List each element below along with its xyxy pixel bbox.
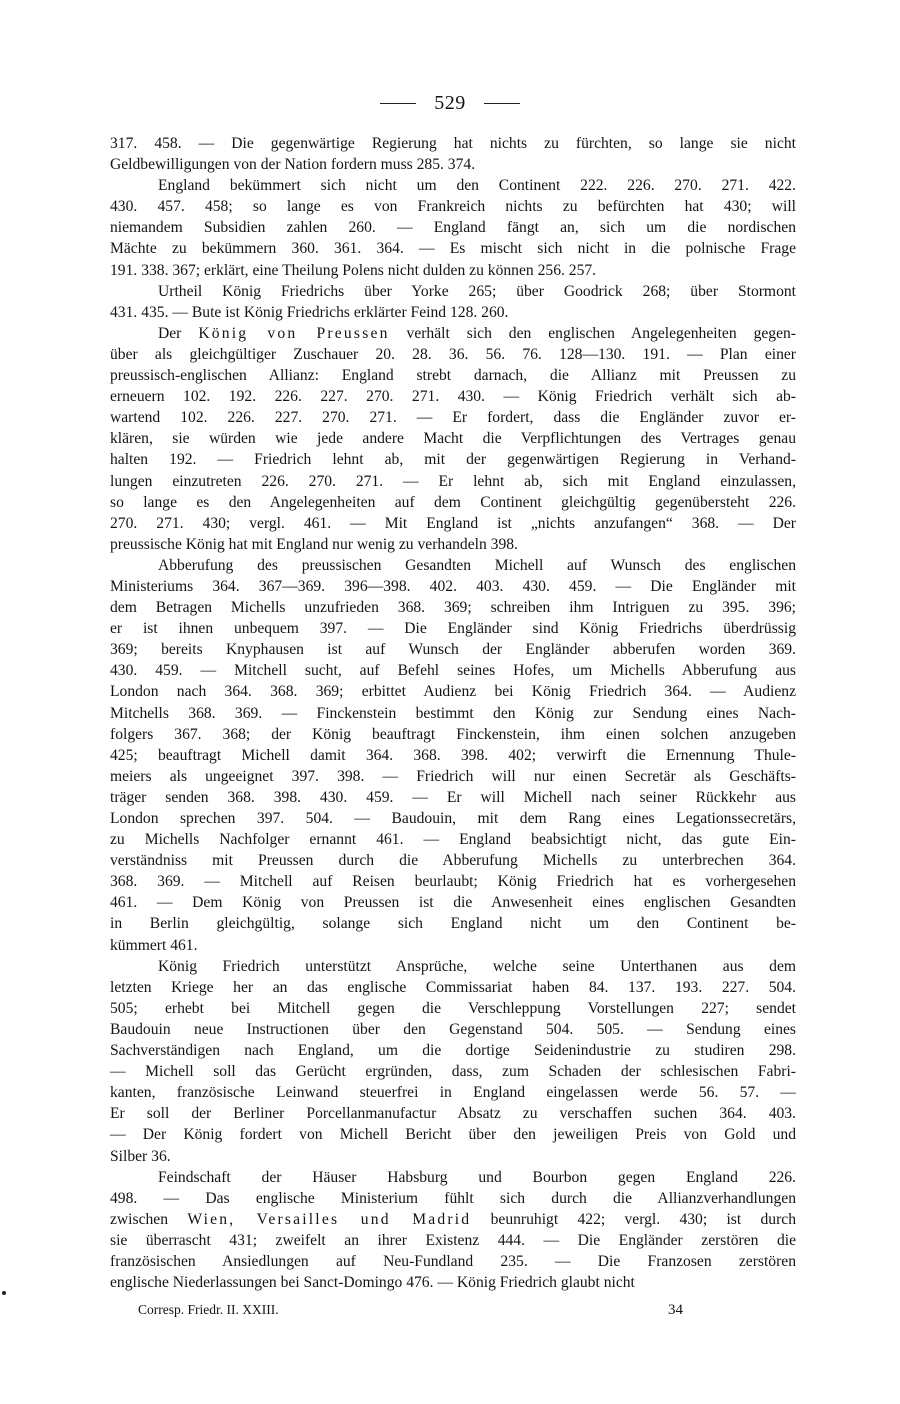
text-line: kümmert 461. xyxy=(110,936,198,954)
text-line: niemandem Subsidien zahlen 260. — England fängt an, sich um die nordischen xyxy=(110,219,796,237)
text-line: 431. 435. — Bute ist König Friedrichs erklärter Feind 128. 260. xyxy=(110,303,509,321)
text-line: Silber 36. xyxy=(110,1147,171,1165)
text-line: letzten Kriege her an das englische Commissariat haben 84. 137. 193. 227. 504. xyxy=(110,978,796,996)
text-line: London nach 364. 368. 369; erbittet Audienz bei König Friedrich 364. — Audienz xyxy=(110,683,796,701)
text-line: englische Niederlassungen bei Sanct-Domingo 476. — König Friedrich glaubt nicht xyxy=(110,1274,635,1292)
text-line: 369; bereits Knyphausen ist auf Wunsch der Engländer abberufen worden 369. xyxy=(110,641,796,659)
text-line: 430. 457. 458; so lange es von Frankreich nichts zu befürchten hat 430; will xyxy=(110,198,796,216)
index-paragraph xyxy=(110,323,796,555)
text-line: 191. 338. 367; erklärt, eine Theilung Polens nicht dulden zu können 256. 257. xyxy=(110,261,597,279)
text-line: 430. 459. — Mitchell sucht, auf Befehl seines Hofes, um Michells Abberufung aus xyxy=(110,662,796,680)
index-paragraph xyxy=(110,956,796,1167)
page-header xyxy=(0,92,900,115)
text-line: 461. — Dem König von Preussen ist die Anwesenheit eines englischen Gesandten xyxy=(110,894,796,912)
text-line: Der König von Preussen verhält sich den englischen Angelegenheiten gegen- xyxy=(158,324,796,342)
text-line: meiers als ungeeignet 397. 398. — Friedrich will nur einen Secretär als Geschäfts- xyxy=(110,767,796,785)
text-line: preussisch-englischen Allianz: England strebt darnach, die Allianz mit Preussen zu xyxy=(110,367,796,385)
text-line: wartend 102. 226. 227. 270. 271. — Er fordert, dass die Engländer zuvor er- xyxy=(110,409,796,427)
text-line: dem Betragen Michells unzufrieden 368. 369; schreiben ihm Intriguen zu 395. 396; xyxy=(110,599,796,617)
text-line: — Der König fordert von Michell Bericht über den jeweiligen Preis von Gold und xyxy=(110,1126,796,1144)
text-line: 498. — Das englische Ministerium fühlt sich durch die Allianzverhandlungen xyxy=(110,1189,796,1207)
text-line: England bekümmert sich nicht um den Continent 222. 226. 270. 271. 422. xyxy=(158,177,796,195)
text-line: träger senden 368. 398. 430. 459. — Er will Michell nach seiner Rückkehr aus xyxy=(110,788,796,806)
text-line: 317. 458. — Die gegenwärtige Regierung hat nichts zu fürchten, so lange sie nicht xyxy=(110,135,796,152)
text-line: Ministeriums 364. 367—369. 396—398. 402. 403. 430. 459. — Die Engländer mit xyxy=(110,577,796,595)
text-line: folgers 367. 368; der König beauftragt Finckenstein, ihm einen solchen anzugeben xyxy=(110,725,796,743)
text-line: so lange es den Angelegenheiten auf dem Continent gleichgültig gegenübersteht 226. xyxy=(110,493,796,511)
text-line: preussische König hat mit England nur wenig zu verhandeln 398. xyxy=(110,535,518,553)
text-line: lungen einzutreten 226. 270. 271. — Er lehnt ab, sich mit England einzulassen, xyxy=(110,472,796,490)
index-paragraph xyxy=(110,133,796,175)
footer-source: Corresp. Friedr. II. XXIII. xyxy=(138,1302,279,1317)
text-line: — Michell soll das Gerücht ergründen, dass, zum Schaden der schlesischen Fabri- xyxy=(110,1063,796,1081)
text-line: Mitchells 368. 369. — Finckenstein bestimmt den König zur Sendung eines Nach- xyxy=(110,704,796,722)
text-line: in Berlin gleichgültig, solange sich England nicht um den Continent be- xyxy=(110,915,796,933)
text-line: erneuern 102. 192. 226. 227. 270. 271. 430. — König Friedrich verhält sich ab- xyxy=(110,388,796,406)
text-line: 368. 369. — Mitchell auf Reisen beurlaubt; König Friedrich hat es vorhergesehen xyxy=(110,873,796,891)
margin-mark xyxy=(2,1291,6,1295)
text-line: kanten, französische Leinwand steuerfrei in England eingelassen werde 56. 57. — xyxy=(110,1084,796,1102)
text-line: sie überrascht 431; zweifelt an ihrer Existenz 444. — Die Engländer zerstören die xyxy=(110,1231,796,1249)
text-line: zwischen Wien, Versailles und Madrid beunruhigt 422; vergl. 430; ist durch xyxy=(110,1210,797,1228)
text-line: er ist ihnen unbequem 397. — Die Engländer sind König Friedrichs überdrüssig xyxy=(110,620,796,638)
page-number: 529 xyxy=(434,92,466,114)
text-line: Abberufung des preussischen Gesandten Michell auf Wunsch des englischen xyxy=(158,556,796,574)
text-line: Feindschaft der Häuser Habsburg und Bourbon gegen England 226. xyxy=(158,1168,796,1186)
text-line: halten 192. — Friedrich lehnt ab, mit der gegenwärtigen Regierung in Verhand- xyxy=(110,451,796,469)
text-line: Mächte zu bekümmern 360. 361. 364. — Es mischt sich nicht in die polnische Frage xyxy=(110,240,796,258)
text-line: Sachverständigen nach England, um die dortige Seidenindustrie zu studiren 298. xyxy=(110,1042,796,1060)
text-line: 270. 271. 430; vergl. 461. — Mit England ist „nichts anzufangen“ 368. — Der xyxy=(110,514,796,532)
header-rule-right xyxy=(484,103,520,104)
text-line: Baudouin neue Instructionen über den Gegenstand 504. 505. — Sendung eines xyxy=(110,1020,796,1038)
text-line: klären, sie würden wie jede andere Macht die Verpflichtungen des Vertrages genau xyxy=(110,430,796,448)
index-paragraph xyxy=(110,1167,796,1294)
text-line: zu Michells Nachfolger ernannt 461. — England beabsichtigt nicht, das gute Ein- xyxy=(110,831,796,849)
index-paragraph xyxy=(110,175,796,280)
text-line: verständniss mit Preussen durch die Abberufung Michells zu unterbrechen 364. xyxy=(110,852,796,870)
text-line: Er soll der Berliner Porcellanmanufactur Absatz zu verschaffen suchen 364. 403. xyxy=(110,1105,796,1123)
text-line: König Friedrich unterstützt Ansprüche, welche seine Unterthanen aus dem xyxy=(158,957,796,975)
footer-signature: 34 xyxy=(668,1302,683,1318)
text-line: französischen Ansiedlungen auf Neu-Fundland 235. — Die Franzosen zerstören xyxy=(110,1252,796,1270)
text-line: London sprechen 397. 504. — Baudouin, mit dem Rang eines Legationssecretärs, xyxy=(110,810,796,827)
text-line: 505; erhebt bei Mitchell gegen die Verschleppung Vorstellungen 227; sendet xyxy=(110,999,796,1017)
text-line: Geldbewilligungen von der Nation fordern muss 285. 374. xyxy=(110,156,476,174)
index-paragraph xyxy=(110,555,796,956)
text-line: Urtheil König Friedrichs über Yorke 265; über Goodrick 268; über Stormont xyxy=(158,282,796,300)
text-line: über als gleichgültiger Zuschauer 20. 28. 36. 56. 76. 128—130. 191. — Plan einer xyxy=(110,345,796,363)
index-text xyxy=(110,133,796,1293)
text-line: 425; beauftragt Michell damit 364. 368. 398. 402; verwirft die Ernennung Thule- xyxy=(110,746,796,764)
header-rule-left xyxy=(380,103,416,104)
index-paragraph xyxy=(110,281,796,323)
